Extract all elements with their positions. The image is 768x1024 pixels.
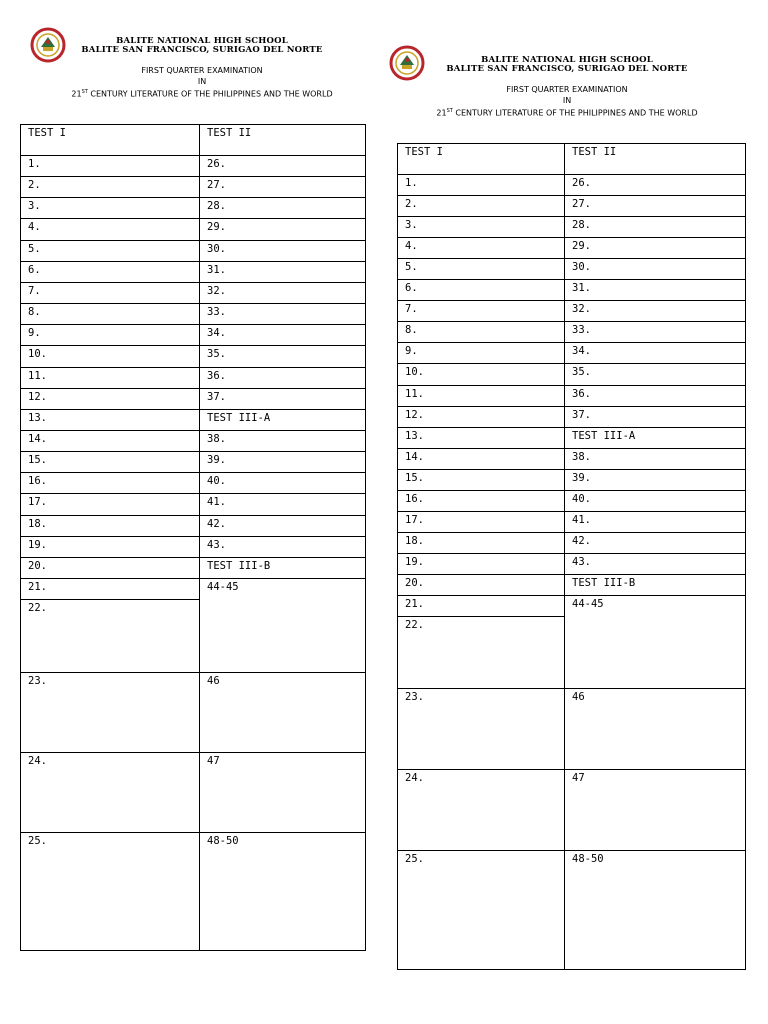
test-ii-header[interactable]: TEST II xyxy=(572,146,617,158)
answer-cell[interactable]: 20. xyxy=(21,557,199,578)
answer-cell[interactable]: 12. xyxy=(398,406,564,427)
answer-cell[interactable]: 29. xyxy=(565,237,746,258)
answer-cell[interactable]: 22. xyxy=(398,616,564,688)
answer-cell[interactable]: 15. xyxy=(398,469,564,490)
answer-cell[interactable]: 28. xyxy=(200,197,366,218)
subject-title: CENTURY LITERATURE OF THE PHILIPPINES AND THE WORLD xyxy=(87,89,333,99)
answer-cell[interactable]: 19. xyxy=(21,536,199,557)
answer-cell[interactable]: 9. xyxy=(398,342,564,363)
answer-cell[interactable]: 13. xyxy=(21,409,199,430)
answer-cell[interactable]: 1. xyxy=(398,174,564,195)
answer-cell[interactable]: 41. xyxy=(200,493,366,514)
answer-cell[interactable]: 46 xyxy=(565,688,746,769)
test-i-header[interactable]: TEST I xyxy=(28,127,66,139)
answer-cell[interactable]: 7. xyxy=(398,300,564,321)
answer-cell[interactable]: 9. xyxy=(21,324,199,345)
answer-cell[interactable]: 25. xyxy=(21,832,199,952)
answer-cell[interactable]: 23. xyxy=(21,672,199,752)
answer-cell[interactable]: 23. xyxy=(398,688,564,769)
answer-cell[interactable]: 10. xyxy=(21,345,199,366)
answer-cell[interactable]: TEST III-B xyxy=(200,557,366,578)
answer-cell[interactable]: 14. xyxy=(398,448,564,469)
answer-cell[interactable]: 6. xyxy=(398,279,564,300)
test-ii-header[interactable]: TEST II xyxy=(207,127,252,139)
exam-title: FIRST QUARTER EXAMINATION xyxy=(141,66,263,75)
answer-cell[interactable]: 28. xyxy=(565,216,746,237)
answer-cell[interactable]: 34. xyxy=(200,324,366,345)
answer-cell[interactable]: 3. xyxy=(398,216,564,237)
answer-cell[interactable]: 42. xyxy=(565,532,746,553)
answer-cell[interactable]: 11. xyxy=(398,385,564,406)
school-address: BALITE SAN FRANCISCO, SURIGAO DEL NORTE xyxy=(81,45,323,55)
answer-cell[interactable]: 31. xyxy=(565,279,746,300)
answer-cell[interactable]: 26. xyxy=(200,155,366,176)
answer-cell[interactable]: 16. xyxy=(398,490,564,511)
answer-cell[interactable]: 22. xyxy=(21,599,199,672)
answer-cell[interactable]: 1. xyxy=(21,155,199,176)
answer-table xyxy=(397,143,746,970)
answer-cell[interactable]: 27. xyxy=(565,195,746,216)
answer-cell[interactable]: 12. xyxy=(21,388,199,409)
answer-cell[interactable]: 30. xyxy=(200,240,366,261)
subject-sup: ST xyxy=(446,108,453,114)
school-name: BALITE NATIONAL HIGH SCHOOL xyxy=(481,55,653,65)
answer-cell[interactable]: TEST III-A xyxy=(200,409,366,430)
answer-cell[interactable]: 7. xyxy=(21,282,199,303)
answer-cell[interactable]: 5. xyxy=(398,258,564,279)
answer-cell[interactable]: 33. xyxy=(200,303,366,324)
answer-cell[interactable]: 16. xyxy=(21,472,199,493)
answer-cell[interactable]: 36. xyxy=(565,385,746,406)
answer-cell[interactable]: 29. xyxy=(200,218,366,239)
answer-cell[interactable]: 6. xyxy=(21,261,199,282)
subject-grade: 21 xyxy=(71,89,82,99)
answer-cell[interactable]: 21. xyxy=(398,595,564,616)
answer-cell[interactable]: 21. xyxy=(21,578,199,599)
answer-cell[interactable]: 48-50 xyxy=(200,832,366,952)
answer-cell[interactable]: 30. xyxy=(565,258,746,279)
school-name: BALITE NATIONAL HIGH SCHOOL xyxy=(116,36,288,46)
subject-sup: ST xyxy=(81,89,88,95)
answer-cell[interactable]: 48-50 xyxy=(565,850,746,971)
exam-in-label: IN xyxy=(197,77,207,86)
answer-cell[interactable]: 24. xyxy=(21,752,199,832)
answer-cell[interactable]: 43. xyxy=(565,553,746,574)
answer-cell[interactable]: 33. xyxy=(565,321,746,342)
answer-cell[interactable]: TEST III-A xyxy=(565,427,746,448)
answer-cell[interactable]: 44-45 xyxy=(565,595,746,688)
answer-cell[interactable]: 32. xyxy=(565,300,746,321)
answer-cell[interactable]: 41. xyxy=(565,511,746,532)
answer-cell[interactable]: 37. xyxy=(565,406,746,427)
answer-cell[interactable]: 5. xyxy=(21,240,199,261)
answer-cell[interactable]: 35. xyxy=(565,363,746,384)
answer-cell[interactable]: 25. xyxy=(398,850,564,971)
exam-subject xyxy=(392,106,742,119)
answer-cell[interactable]: 20. xyxy=(398,574,564,595)
answer-cell[interactable]: 14. xyxy=(21,430,199,451)
answer-cell[interactable]: 46 xyxy=(200,672,366,752)
answer-cell[interactable]: 32. xyxy=(200,282,366,303)
subject-grade: 21 xyxy=(436,108,447,118)
answer-cell[interactable]: 17. xyxy=(398,511,564,532)
answer-cell[interactable]: 47 xyxy=(565,769,746,850)
answer-cell[interactable]: 8. xyxy=(21,303,199,324)
answer-cell[interactable]: 35. xyxy=(200,345,366,366)
answer-cell[interactable]: 40. xyxy=(200,472,366,493)
answer-cell[interactable]: 34. xyxy=(565,342,746,363)
answer-cell[interactable]: 24. xyxy=(398,769,564,850)
answer-cell[interactable]: 40. xyxy=(565,490,746,511)
answer-cell[interactable]: 18. xyxy=(21,515,199,536)
answer-cell[interactable]: 18. xyxy=(398,532,564,553)
answer-cell[interactable]: 2. xyxy=(21,176,199,197)
answer-cell[interactable]: 10. xyxy=(398,363,564,384)
answer-cell[interactable]: 43. xyxy=(200,536,366,557)
answer-cell[interactable]: 26. xyxy=(565,174,746,195)
answer-cell[interactable]: 38. xyxy=(565,448,746,469)
answer-cell[interactable]: 38. xyxy=(200,430,366,451)
answer-cell[interactable]: 42. xyxy=(200,515,366,536)
answer-cell[interactable]: 4. xyxy=(21,218,199,239)
answer-cell[interactable]: 27. xyxy=(200,176,366,197)
answer-cell[interactable]: 15. xyxy=(21,451,199,472)
subject-title: CENTURY LITERATURE OF THE PHILIPPINES AND THE WORLD xyxy=(452,108,698,118)
answer-cell[interactable]: 36. xyxy=(200,367,366,388)
answer-cell[interactable]: 2. xyxy=(398,195,564,216)
exam-title: FIRST QUARTER EXAMINATION xyxy=(506,85,628,94)
answer-cell[interactable]: 39. xyxy=(565,469,746,490)
answer-cell[interactable]: 13. xyxy=(398,427,564,448)
answer-cell[interactable]: 8. xyxy=(398,321,564,342)
school-address: BALITE SAN FRANCISCO, SURIGAO DEL NORTE xyxy=(446,64,688,74)
answer-cell[interactable]: 31. xyxy=(200,261,366,282)
answer-cell[interactable]: 39. xyxy=(200,451,366,472)
answer-cell[interactable]: 47 xyxy=(200,752,366,832)
exam-in-label: IN xyxy=(562,96,572,105)
answer-cell[interactable]: TEST III-B xyxy=(565,574,746,595)
answer-cell[interactable]: 4. xyxy=(398,237,564,258)
answer-cell[interactable]: 37. xyxy=(200,388,366,409)
answer-cell[interactable]: 44-45 xyxy=(200,578,366,672)
answer-cell[interactable]: 17. xyxy=(21,493,199,514)
answer-cell[interactable]: 19. xyxy=(398,553,564,574)
test-i-header[interactable]: TEST I xyxy=(405,146,443,158)
answer-cell[interactable]: 11. xyxy=(21,367,199,388)
answer-cell[interactable]: 3. xyxy=(21,197,199,218)
